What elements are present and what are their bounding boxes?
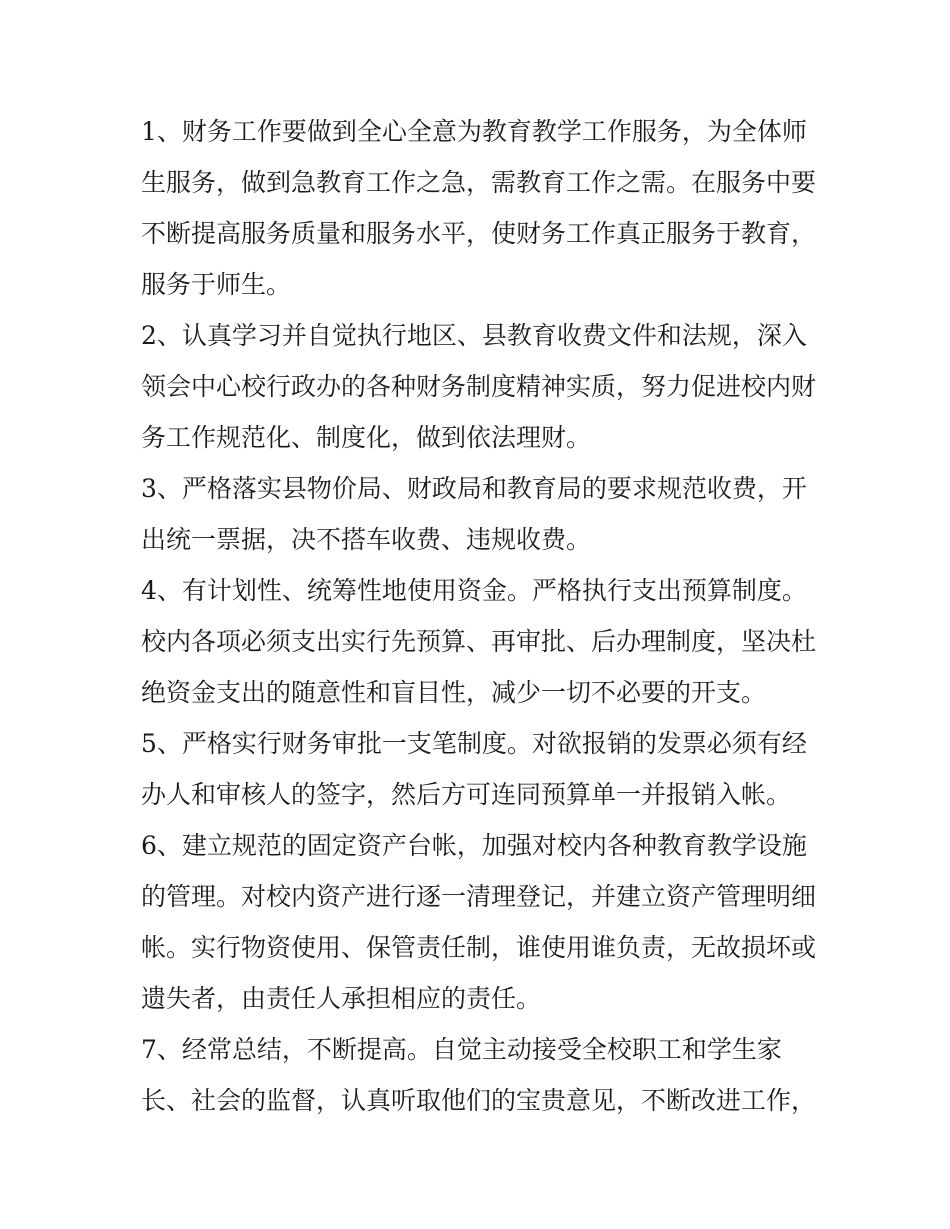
paragraph-6: [141, 820, 821, 1024]
text-line: 出统一票据，决不搭车收费、违规收费。: [141, 525, 592, 554]
text-line: 3、严格落实县物价局、财政局和教育局的要求规范收费，开: [141, 474, 807, 503]
text-line: 办人和审核人的签字，然后方可连同预算单一并报销入帐。: [141, 780, 792, 809]
text-line: 校内各项必须支出实行先预算、再审批、后办理制度，坚决杜: [141, 627, 817, 656]
paragraph-4: [141, 565, 821, 718]
text-line: 4、有计划性、统筹性地使用资金。严格执行支出预算制度。: [141, 576, 807, 605]
paragraph-3: [141, 463, 821, 565]
text-line: 5、严格实行财务审批一支笔制度。对欲报销的发票必须有经: [141, 729, 807, 758]
text-line: 6、建立规范的固定资产台帐，加强对校内各种教育教学设施: [141, 831, 807, 860]
paragraph-5: [141, 718, 821, 820]
document-body: [141, 106, 821, 1126]
text-line: 遗失者，由责任人承担相应的责任。: [141, 984, 542, 1013]
text-line: 领会中心校行政办的各种财务制度精神实质，努力促进校内财: [141, 372, 817, 401]
text-line: 的管理。对校内资产进行逐一清理登记，并建立资产管理明细: [141, 882, 817, 911]
paragraph-2: [141, 310, 821, 463]
paragraph-7: [141, 1024, 821, 1126]
text-line: 务工作规范化、制度化，做到依法理财。: [141, 423, 592, 452]
text-line: 绝资金支出的随意性和盲目性，减少一切不必要的开支。: [141, 678, 767, 707]
text-line: 长、社会的监督，认真听取他们的宝贵意见，不断改进工作，: [141, 1086, 817, 1115]
text-line: 生服务，做到急教育工作之急，需教育工作之需。在服务中要: [141, 168, 817, 197]
text-line: 2、认真学习并自觉执行地区、县教育收费文件和法规，深入: [141, 321, 807, 350]
text-line: 不断提高服务质量和服务水平，使财务工作真正服务于教育，: [141, 219, 817, 248]
text-line: 7、经常总结，不断提高。自觉主动接受全校职工和学生家: [141, 1035, 782, 1064]
paragraph-1: [141, 106, 821, 310]
text-line: 1、财务工作要做到全心全意为教育教学工作服务，为全体师: [141, 117, 807, 146]
text-line: 帐。实行物资使用、保管责任制，谁使用谁负责，无故损坏或: [141, 933, 817, 962]
text-line: 服务于师生。: [141, 270, 292, 299]
